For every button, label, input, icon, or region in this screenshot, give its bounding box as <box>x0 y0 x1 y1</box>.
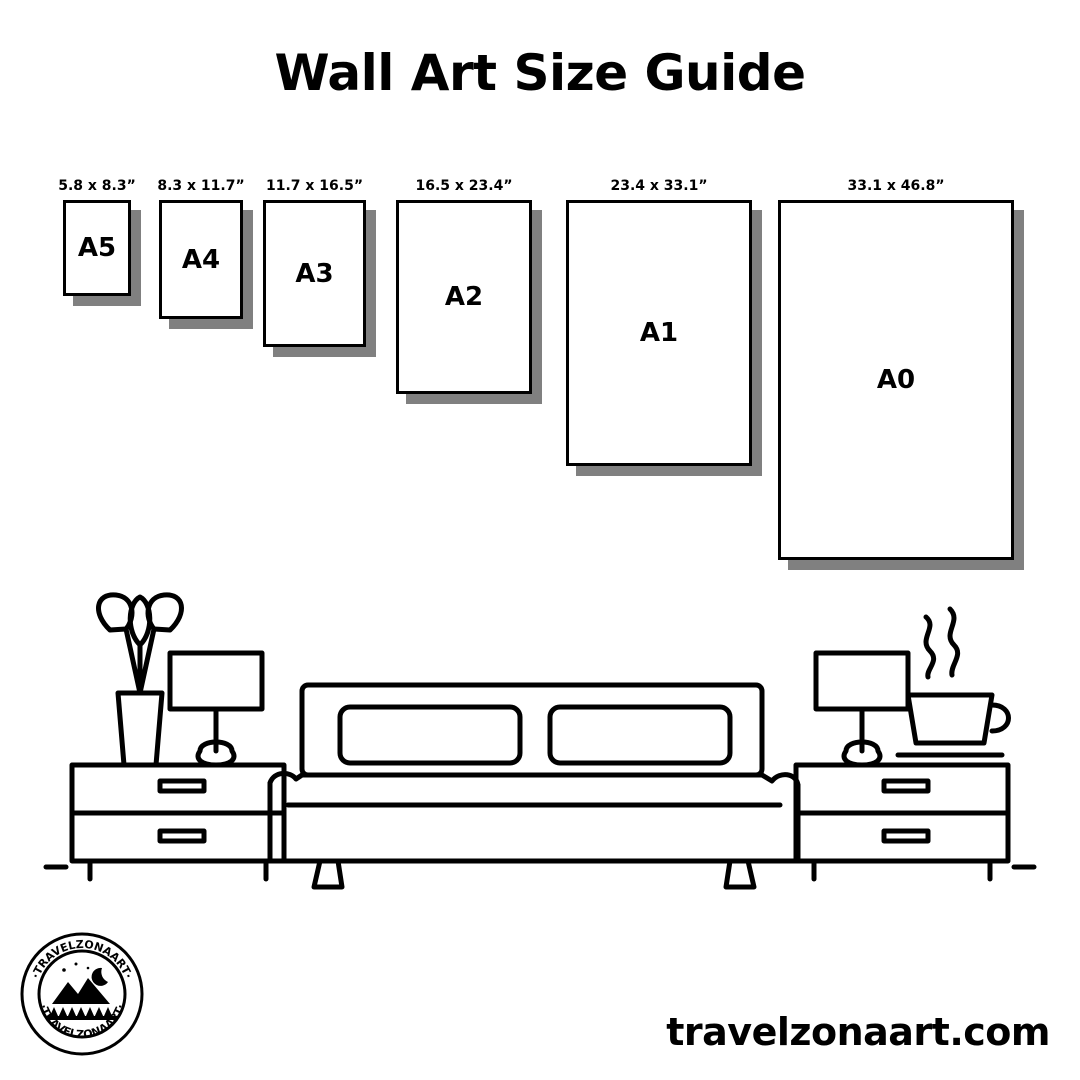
page-title: Wall Art Size Guide <box>274 44 806 102</box>
bedroom-scene-svg <box>30 565 1050 905</box>
bedroom-illustration <box>30 565 1050 905</box>
frame-dimensions-label: 5.8 x 8.3” <box>58 178 136 194</box>
frame-box <box>263 200 366 347</box>
frame-group-a2 <box>396 178 532 394</box>
frame-group-a1 <box>566 178 752 466</box>
frame-dimensions-label: 11.7 x 16.5” <box>265 178 364 194</box>
logo-text-top: ·TRAVELZONAART· <box>29 937 135 981</box>
frame-box <box>63 200 131 296</box>
frame-box <box>566 200 752 466</box>
frame-box <box>778 200 1014 560</box>
brand-logo <box>18 930 146 1058</box>
frame-group-a0 <box>778 178 1014 560</box>
frame-size-name: A3 <box>295 258 334 289</box>
frame-size-name: A0 <box>876 365 916 395</box>
table-lamp-left <box>170 653 262 765</box>
frame-size-name: A4 <box>181 244 221 275</box>
coffee-cup <box>898 609 1009 755</box>
frame-dimensions-label: 8.3 x 11.7” <box>157 178 245 194</box>
frame-dimensions-label: 33.1 x 46.8” <box>847 178 945 194</box>
logo-text-bottom: ·TRAVELZONAART· <box>36 1002 128 1042</box>
nightstand-right <box>796 765 1008 879</box>
nightstand-left <box>72 765 284 879</box>
frame-group-a4 <box>157 178 245 319</box>
frame-size-name: A1 <box>639 318 679 348</box>
frame-group-a3 <box>263 178 366 347</box>
frame-box <box>159 200 243 319</box>
frame-dimensions-label: 16.5 x 23.4” <box>415 178 513 194</box>
frame-dimensions-label: 23.4 x 33.1” <box>610 178 708 194</box>
mountain-moon-logo-icon <box>48 963 116 1021</box>
bed <box>270 685 798 887</box>
website-url: travelzonaart.com <box>666 1010 1050 1054</box>
frame-group-a5 <box>58 178 136 296</box>
logo-svg <box>18 930 146 1058</box>
frame-box <box>396 200 532 394</box>
frame-size-name: A5 <box>77 233 117 263</box>
table-lamp-right <box>816 653 908 765</box>
frame-size-name: A2 <box>444 282 484 312</box>
